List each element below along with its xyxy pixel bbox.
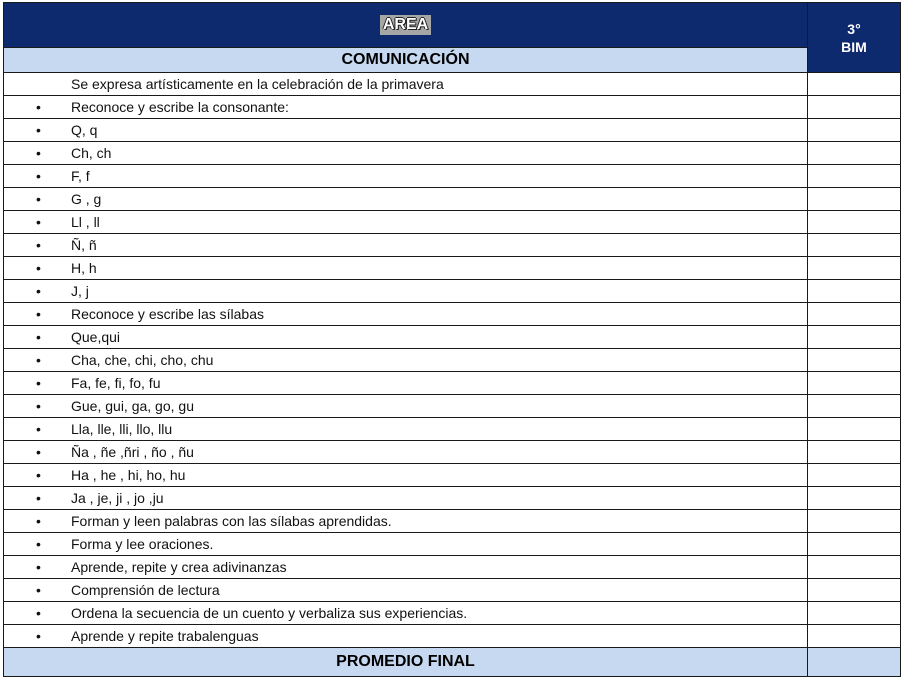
bullet-icon: •	[36, 536, 41, 552]
bullet-icon: •	[36, 375, 41, 391]
bullet-icon: •	[36, 352, 41, 368]
subject-title: COMUNICACIÓN	[4, 48, 808, 73]
grade-cell[interactable]	[808, 625, 901, 648]
competency-text: Ñ, ñ	[71, 237, 97, 253]
grade-cell[interactable]	[808, 96, 901, 119]
competency-text: Que,qui	[71, 329, 121, 345]
grade-cell[interactable]	[808, 510, 901, 533]
competency-cell	[4, 257, 808, 280]
competency-cell	[4, 533, 808, 556]
competency-text: F, f	[71, 168, 90, 184]
bimester-label: BIM	[841, 38, 867, 55]
grade-cell[interactable]	[808, 303, 901, 326]
competency-cell	[4, 625, 808, 648]
table-row	[4, 533, 901, 556]
competency-text: H, h	[71, 260, 97, 276]
grade-cell[interactable]	[808, 119, 901, 142]
competency-cell	[4, 487, 808, 510]
grade-cell[interactable]	[808, 165, 901, 188]
table-row	[4, 73, 901, 96]
bimester-number: 3°	[847, 20, 861, 37]
bullet-icon: •	[36, 237, 41, 253]
bullet-icon: •	[36, 283, 41, 299]
competency-cell	[4, 602, 808, 625]
competency-text: Q, q	[71, 122, 98, 138]
grade-cell[interactable]	[808, 73, 901, 96]
bullet-icon: •	[36, 260, 41, 276]
bullet-icon: •	[36, 122, 41, 138]
competency-cell	[4, 372, 808, 395]
competency-text: Aprende y repite trabalenguas	[71, 628, 259, 644]
bullet-icon: •	[36, 628, 41, 644]
table-row	[4, 395, 901, 418]
bullet-icon: •	[36, 306, 41, 322]
competency-cell	[4, 234, 808, 257]
competency-text: Se expresa artísticamente en la celebración de la primavera	[71, 76, 444, 92]
footer-row	[4, 648, 901, 677]
competency-cell	[4, 119, 808, 142]
table-row	[4, 142, 901, 165]
competency-text: Comprensión de lectura	[71, 582, 220, 598]
bullet-icon: •	[36, 582, 41, 598]
bullet-icon: •	[36, 605, 41, 621]
final-average-grade-cell[interactable]	[808, 648, 901, 677]
competency-cell	[4, 303, 808, 326]
competency-cell	[4, 464, 808, 487]
grade-cell[interactable]	[808, 487, 901, 510]
bullet-icon: •	[36, 191, 41, 207]
grade-cell[interactable]	[808, 395, 901, 418]
bullet-icon: •	[36, 421, 41, 437]
bullet-icon: •	[36, 513, 41, 529]
bullet-icon: •	[36, 490, 41, 506]
competency-text: Ch, ch	[71, 145, 112, 161]
table-row	[4, 418, 901, 441]
table-row	[4, 579, 901, 602]
bullet-icon: •	[36, 145, 41, 161]
bullet-icon: •	[36, 467, 41, 483]
competency-text: Ll , ll	[71, 214, 100, 230]
competency-text: Forman y leen palabras con las sílabas aprendidas.	[71, 513, 392, 529]
table-row	[4, 303, 901, 326]
competency-cell	[4, 96, 808, 119]
grade-cell[interactable]	[808, 326, 901, 349]
competency-text: Ña , ñe ,ñri , ño , ñu	[71, 444, 194, 460]
area-header-cell	[4, 3, 808, 48]
grade-cell[interactable]	[808, 142, 901, 165]
table-row	[4, 280, 901, 303]
competency-text: Aprende, repite y crea adivinanzas	[71, 559, 287, 575]
grade-cell[interactable]	[808, 556, 901, 579]
competency-text: G , g	[71, 191, 102, 207]
competency-cell	[4, 165, 808, 188]
competency-cell	[4, 211, 808, 234]
competency-cell	[4, 441, 808, 464]
bimester-header-cell	[808, 3, 901, 73]
table-row	[4, 372, 901, 395]
competency-text: Fa, fe, fi, fo, fu	[71, 375, 161, 391]
area-title: AREA	[380, 15, 431, 35]
competency-cell	[4, 395, 808, 418]
table-row	[4, 510, 901, 533]
grade-cell[interactable]	[808, 257, 901, 280]
bullet-icon: •	[36, 559, 41, 575]
grade-cell[interactable]	[808, 441, 901, 464]
final-average-label: PROMEDIO FINAL	[4, 648, 808, 677]
competency-cell	[4, 142, 808, 165]
table-row	[4, 188, 901, 211]
competency-cell	[4, 349, 808, 372]
grade-cell[interactable]	[808, 533, 901, 556]
competency-text: Ordena la secuencia de un cuento y verbaliza sus experiencias.	[71, 605, 468, 621]
competency-text: J, j	[71, 283, 89, 299]
grade-cell[interactable]	[808, 579, 901, 602]
competency-cell	[4, 188, 808, 211]
table-row	[4, 441, 901, 464]
table-row	[4, 625, 901, 648]
grade-cell[interactable]	[808, 602, 901, 625]
table-row	[4, 257, 901, 280]
bullet-icon: •	[36, 168, 41, 184]
competency-table	[3, 2, 901, 677]
competency-text: Lla, lle, lli, llo, llu	[71, 421, 173, 437]
competency-text: Reconoce y escribe las sílabas	[71, 306, 264, 322]
table-row	[4, 487, 901, 510]
grade-cell[interactable]	[808, 280, 901, 303]
table-row	[4, 556, 901, 579]
table-row	[4, 349, 901, 372]
competency-cell	[4, 280, 808, 303]
bullet-icon: •	[36, 444, 41, 460]
competency-text: Ja , je, ji , jo ,ju	[71, 490, 164, 506]
competency-text: Reconoce y escribe la consonante:	[71, 99, 289, 115]
competency-cell	[4, 556, 808, 579]
competency-text: Cha, che, chi, cho, chu	[71, 352, 214, 368]
grade-cell[interactable]	[808, 464, 901, 487]
table-row	[4, 96, 901, 119]
table-row	[4, 211, 901, 234]
table-row	[4, 165, 901, 188]
subject-row	[4, 48, 901, 73]
competency-cell	[4, 326, 808, 349]
competency-text: Gue, gui, ga, go, gu	[71, 398, 194, 414]
grade-cell[interactable]	[808, 211, 901, 234]
competency-cell	[4, 510, 808, 533]
competency-text: Ha , he , hi, ho, hu	[71, 467, 186, 483]
bullet-icon: •	[36, 398, 41, 414]
grade-cell[interactable]	[808, 234, 901, 257]
competency-cell	[4, 418, 808, 441]
table-row	[4, 602, 901, 625]
competency-cell	[4, 579, 808, 602]
competency-text: Forma y lee oraciones.	[71, 536, 214, 552]
table-row	[4, 119, 901, 142]
header-row	[4, 3, 901, 48]
bullet-icon: •	[36, 214, 41, 230]
table-row	[4, 234, 901, 257]
bullet-icon: •	[36, 99, 41, 115]
grade-cell[interactable]	[808, 349, 901, 372]
competency-cell	[4, 73, 808, 96]
bullet-icon: •	[36, 329, 41, 345]
grade-cell[interactable]	[808, 418, 901, 441]
grade-cell[interactable]	[808, 372, 901, 395]
table-row	[4, 326, 901, 349]
grade-cell[interactable]	[808, 188, 901, 211]
table-row	[4, 464, 901, 487]
